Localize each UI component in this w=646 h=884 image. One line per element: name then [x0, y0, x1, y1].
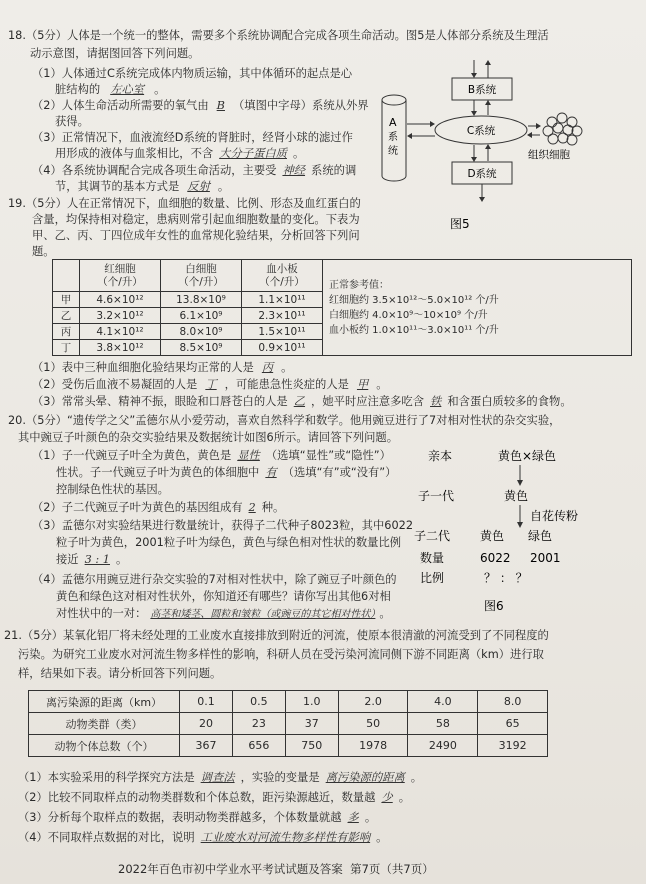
q20-intro-line2: 其中豌豆子叶颜色的杂交实验结果及数据统计如图6所示。请回答下列问题。: [18, 431, 398, 444]
q20-p4-line2: 黄色和绿色这对相对性状外，你知道还有哪些？请你写出其他6对相: [56, 590, 391, 603]
figure5-a-text2: 统: [388, 146, 398, 157]
q21-intro-line3: 样，结果如下表。请分析回答下列问题。: [18, 667, 222, 680]
figure5-cell-label: 组织细胞: [528, 149, 570, 161]
table-row: 离污染源的距离（km） 0.1 0.5 1.0 2.0 4.0 8.0: [29, 691, 548, 713]
q18-p3-line2: 用形成的液体与血浆相比，不含 大分子蛋白质 。: [55, 147, 305, 160]
col-header-wbc: 白细胞 （个/升）: [161, 260, 242, 292]
table-row: 丁 3.8×10¹² 8.5×10⁹ 0.9×10¹¹: [53, 340, 632, 356]
table-row: 动物类群（类） 20 23 37 50 58 65: [29, 713, 548, 735]
q20-intro-line1: 20.（5分）“遗传学之父”孟德尔从小爱劳动，喜欢自然科学和数学。他用豌豆进行了7对相对性状的杂交实验，: [8, 414, 561, 427]
q20-p1-answer1: 显性: [237, 449, 260, 462]
reference-title: 正常参考值：: [329, 279, 389, 291]
table-row: 丙 4.1×10¹² 8.0×10⁹ 1.5×10¹¹: [53, 324, 632, 340]
figure6-ratio-label: 比例: [420, 571, 445, 585]
figure6-count-label: 数量: [420, 551, 445, 565]
figure5-b-label: B系统: [467, 84, 497, 96]
figure5-d-label: D系统: [467, 168, 497, 180]
table-row: 甲 4.6×10¹² 13.8×10⁹ 1.1×10¹¹: [53, 292, 632, 308]
table-row: 乙 3.2×10¹² 6.1×10⁹ 2.3×10¹¹: [53, 308, 632, 324]
figure6-ratio-text: ？ ： ？: [484, 571, 528, 585]
q18-p3-answer: 大分子蛋白质: [219, 147, 287, 160]
q21-p2-answer: 少: [381, 791, 393, 804]
q20-p3-line2: 粒子叶为黄色，2001粒子叶为绿色，黄色与绿色相对性状的数量比例: [56, 536, 402, 549]
q19-p2-answer2: 甲: [356, 378, 369, 391]
q19-p2-answer1: 丁: [205, 378, 217, 391]
reference-values-cell: [323, 260, 632, 356]
q19-intro-line4: 题。: [32, 245, 55, 258]
q20-p2-answer: 2: [248, 501, 256, 514]
q18-p4-line1: （4）各系统协调配合完成各项生命活动，主要受 神经 系统的调: [32, 164, 357, 177]
q21-p1: （1）本实验采用的科学探究方法是 调查法 ，实验的变量是 离污染源的距离 。: [18, 771, 423, 784]
reference-plt: 血小板约 1.0×10¹¹～3.0×10¹¹ 个/升: [329, 324, 499, 336]
figure6-f2-label: 子二代: [414, 529, 451, 543]
q20-p3-line3: 接近 3 : 1 。: [56, 553, 128, 566]
q19-intro-line3: 甲、乙、丙、丁四位成年女性的血常规化验结果，分析回答下列问: [32, 229, 360, 242]
q21-p1-answer1: 调查法: [200, 771, 235, 784]
q19-intro-line1: 19.（5分）人在正常情况下，血细胞的数量、比例、形态及血红蛋白的: [8, 197, 361, 210]
tissue-cells-icon: [543, 113, 582, 145]
q20-p1-answer2: 有: [265, 466, 277, 479]
q18-p2-answer: B: [216, 99, 225, 112]
q21-p4-answer: 工业废水对河流生物多样性有影响: [200, 831, 371, 844]
figure6-parent-label: 亲本: [428, 449, 453, 463]
reference-wbc: 白细胞约 4.0×10⁹～10×10⁹ 个/升: [329, 309, 488, 321]
q21-intro-line2: 污染。为研究工业废水对河流生物多样性的影响，科研人员在受污染河流同侧下游不同距离（km）进行取: [18, 648, 544, 661]
q20-p1-line1: （1）子一代豌豆子叶全为黄色，黄色是 显性 （选填“显性”或“隐性”）: [32, 449, 391, 462]
q20-p3-line1: （3）孟德尔对实验结果进行数量统计，获得子二代种子8023粒，其中6022: [32, 519, 414, 532]
q18-p4-answer1: 神经: [282, 164, 306, 177]
q19-p1-answer: 丙: [261, 361, 274, 374]
q20-p4-answer: 高茎和矮茎、圆粒和皱粒（或豌豆的其它相对性状）: [150, 609, 376, 620]
figure6-count-yellow: 6022: [480, 551, 511, 565]
figure6-f1-value: 黄色: [504, 489, 529, 503]
q18-p1-line1: （1）人体通过C系统完成体内物质运输，其中体循环的起点是心: [32, 67, 353, 80]
figure5-c-label: C系统: [466, 125, 496, 137]
figure6-diagram: [410, 448, 640, 618]
q18-p2-line2: 获得。: [55, 115, 89, 128]
figure5-a-label: A: [389, 116, 397, 129]
q18-p1-line2: 脏结构的 左心室 。: [55, 83, 166, 96]
q19-intro-line2: 含量，均保持相对稳定，患病则常引起血细胞数量的变化。下表为: [32, 213, 360, 226]
q21-p1-answer2: 离污染源的距离: [325, 771, 405, 784]
q21-intro-line1: 21.（5分）某氧化铝厂将未经处理的工业废水直接排放到附近的河流，使原本很清澈的河流受到了不同程度的: [4, 629, 549, 642]
q20-p4-line3: 对性状中的一对： 高茎和矮茎、圆粒和皱粒（或豌豆的其它相对性状） 。: [56, 607, 391, 620]
col-header-plt: 血小板 （个/升）: [242, 260, 323, 292]
q19-p3-answer1: 乙: [293, 395, 306, 408]
q18-p1-answer: 左心室: [110, 83, 145, 96]
figure6-self-label: 自花传粉: [530, 509, 579, 523]
q21-p4: （4）不同取样点数据的对比，说明 工业废水对河流生物多样性有影响 。: [18, 831, 388, 844]
q19-p3-answer2: 铁: [430, 395, 442, 408]
q20-p2: （2）子二代豌豆子叶为黄色的基因组成有 2 种。: [32, 501, 285, 514]
figure6-f2-yellow: 黄色: [480, 529, 505, 543]
q19-p1: （1）表中三种血细胞化验结果均正常的人是 丙 。: [32, 361, 293, 374]
q20-p1-line2: 性状。子一代豌豆子叶为黄色的体细胞中 有 （选填“有”或“没有”）: [56, 466, 397, 479]
footer-page-number: 第7页（共7页）: [350, 862, 434, 876]
q20-p3-answer: 3 : 1: [84, 553, 110, 566]
figure6-count-green: 2001: [530, 551, 561, 565]
pollution-table: [28, 690, 548, 757]
q20-p1-line3: 控制绿色性状的基因。: [56, 483, 169, 496]
page-footer: [118, 862, 434, 877]
figure6-f2-green: 绿色: [528, 529, 553, 543]
blood-test-table: [52, 259, 632, 356]
figure6-f1-label: 子一代: [418, 489, 455, 503]
q21-p3-answer: 多: [347, 811, 359, 824]
q18-intro-line2: 动示意图，请据图回答下列问题。: [30, 47, 200, 60]
figure5-caption: 图5: [450, 217, 470, 231]
footer-title: 2022年百色市初中学业水平考试试题及答案: [118, 862, 343, 876]
col-header-rbc: 红细胞 （个/升）: [80, 260, 161, 292]
figure5-a-text1: 系: [388, 132, 398, 143]
reference-rbc: 红细胞约 3.5×10¹²～5.0×10¹² 个/升: [329, 294, 499, 306]
q18-p4-answer2: 反射: [187, 180, 210, 193]
q18-p4-line2: 节，其调节的基本方式是 反射 。: [55, 180, 230, 193]
q18-intro-line1: 18.（5分）人体是一个统一的整体，需要多个系统协调配合完成各项生命活动。图5是人体部分系统及生理活: [8, 29, 549, 42]
q21-p3: （3）分析每个取样点的数据，表明动物类群越多，个体数量就越 多 。: [18, 811, 377, 824]
table-row: 动物个体总数（个） 367 656 750 1978 2490 3192: [29, 735, 548, 757]
q21-p2: （2）比较不同取样点的动物类群数和个体总数，距污染源越近，数量越 少 。: [18, 791, 411, 804]
q18-p3-line1: （3）正常情况下，血液流经D系统的肾脏时，经肾小球的滤过作: [32, 131, 353, 144]
figure6-caption: 图6: [484, 599, 504, 613]
q19-p3: （3）常常头晕、精神不振，眼睑和口唇苍白的人是 乙 ，她平时应注意多吃含 铁 和含蛋白质较多的食物。: [32, 395, 572, 408]
q18-p2-line1: （2）人体生命活动所需要的氧气由 B （填图中字母）系统从外界: [32, 99, 369, 112]
q20-p4-line1: （4）孟德尔用豌豆进行杂交实验的7对相对性状中，除了豌豆子叶颜色的: [32, 573, 397, 586]
q19-p2: （2）受伤后血液不易凝固的人是 丁 ，可能患急性炎症的人是 甲 。: [32, 378, 388, 391]
figure6-parent-cross: 黄色×绿色: [498, 449, 557, 463]
figure5-diagram: [370, 58, 620, 243]
